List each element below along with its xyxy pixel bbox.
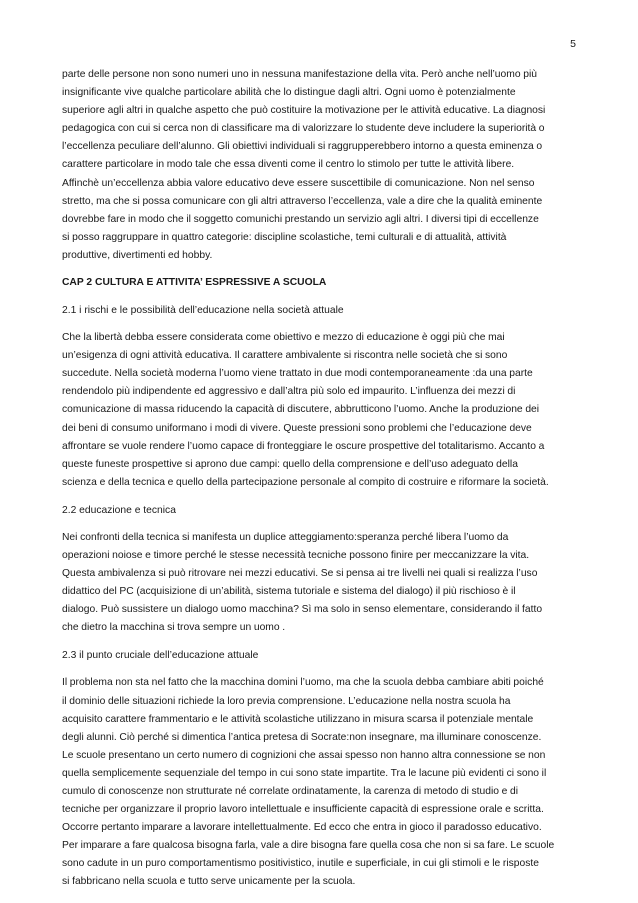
section-2-1-title: 2.1 i rischi e le possibilità dell’educazione nella società attuale: [62, 305, 344, 317]
section-2-1-paragraph: [62, 329, 578, 492]
text-line: Affinchè un’eccellenza abbia valore educativo deve essere suscettibile di comunicazione. Non nel senso: [62, 177, 535, 189]
text-line: il dominio delle situazioni richiede la loro previa comprensione. L’educazione nella nostra scuola ha: [62, 695, 511, 707]
text-line: sono cadute in un puro comportamentismo positivistico, inutile e superficiale, in cui gli stimoli e le risposte: [62, 858, 539, 870]
text-line: pedagogica con cui si cerca non di classificare ma di valorizzare lo studente deve includere la superiorità o: [62, 123, 545, 135]
text-line: cumulo di conoscenze non strutturate né correlate ordinatamente, la carenza di metodo di studio e di: [62, 786, 519, 797]
text-line: produttive, divertimenti ed hobby.: [62, 249, 213, 261]
text-line: un’esigenza di ogni attività educativa. Il carattere ambivalente si riscontra nelle società che si sono: [62, 350, 508, 362]
section-2-3-title: 2.3 il punto cruciale dell’educazione attuale: [62, 650, 259, 662]
text-line: affrontare se vuole rendere l’uomo capace di fronteggiare le oscure prospettive del totalitarismo. Accanto a: [62, 440, 545, 452]
text-line: Il problema non sta nel fatto che la macchina domini l’uomo, ma che la scuola debba cambiare abiti poiché: [62, 677, 544, 689]
text-line: si posso raggruppare in quattro categorie: discipline scolastiche, temi culturali e di attualità, attività: [62, 231, 507, 243]
text-line: Le scuole presentano un certo numero di cognizioni che assai spesso non hanno altra connessione se non: [62, 749, 546, 761]
section-2-3-paragraph: [62, 674, 578, 891]
text-line: rendendolo più indipendente ed aggressivo e dall’altra più solo ed impaurito. L’influenza dei mezzi di: [62, 386, 516, 398]
text-line: superiore agli altri in qualche aspetto che può costituire la motivazione per le attività educative. La diagnosi: [62, 105, 546, 117]
text-line: insignificante vive qualche particolare abilità che lo distingue dagli altri. Ogni uomo è potenzialmente: [62, 87, 516, 99]
text-line: Per imparare a fare qualcosa bisogna farla, vale a dire bisogna fare quella cosa che non si sa fare. Le scuole: [62, 840, 555, 852]
text-line: parte delle persone non sono numeri uno in nessuna manifestazione della vita. Però anche nell’uomo più: [62, 69, 537, 80]
text-line: che dietro la macchina si trova sempre un uomo .: [62, 622, 286, 634]
page-number: 5: [570, 38, 576, 50]
text-line: didattico del PC (acquisizione di un’abilità, sistema tutoriale e sistema del dialogo) il più rischioso è il: [62, 586, 516, 598]
text-line: operazioni noiose e timore perché le stesse necessità tecniche possono finire per meccanizzare la vita.: [62, 549, 530, 561]
text-line: dialogo. Può sussistere un dialogo uomo macchina? Sì ma solo in senso elementare, considerando il fatto: [62, 604, 543, 616]
text-line: Occorre pertanto imparare a lavorare intellettualmente. Ed ecco che entra in gioco il paradosso educativo.: [62, 822, 542, 834]
text-line: dovrebbe fare in modo che il soggetto comunichi prestando un servizio agli altri. I diversi tipi di eccellenze: [62, 213, 539, 225]
chapter-title: CAP 2 CULTURA E ATTIVITA’ ESPRESSIVE A SCUOLA: [62, 277, 327, 289]
text-line: queste funeste prospettive si aprono due campi: quello della comprensione e dell’uso adeguato della: [62, 458, 518, 470]
text-line: succedute. Nella società moderna l’uomo viene trattato in due modi contemporaneamente :da una parte: [62, 368, 533, 380]
text-line: Nei confronti della tecnica si manifesta un duplice atteggiamento:speranza perché libera l’uomo da: [62, 531, 509, 543]
section-2-2-paragraph: [62, 529, 578, 638]
text-line: degli alunni. Ciò perché si dimentica l’antica pretesa di Socrate:non insegnare, ma illuminare conoscenze.: [62, 731, 542, 743]
text-line: si fabbricano nella scuola e tutto serve unicamente per la scuola.: [62, 876, 356, 888]
text-line: comunicazione di massa riducendo la capacità di discutere, abbrutticono l’uomo. Anche la produzione dei: [62, 404, 540, 416]
page-content: [62, 66, 578, 892]
text-line: l’eccellenza peculiare dell’alunno. Gli obiettivi individuali si raggrupperebbero intorno a questa eminenza o: [62, 141, 543, 153]
text-line: dei beni di consumo uniformano i modi di vivere. Queste pressioni sono problemi che l’educazione deve: [62, 422, 532, 434]
text-line: Che la libertà debba essere considerata come obiettivo e mezzo di educazione è oggi più che mai: [62, 332, 505, 344]
text-line: carattere particolare in modo tale che essa diventi come il centro lo stimolo per tutte le attività libere.: [62, 159, 515, 171]
text-line: Questa ambivalenza si può ritrovare nei mezzi educativi. Se si pensa ai tre livelli nei quali si realizza l’uso: [62, 568, 538, 580]
text-line: tecniche per organizzare il proprio lavoro intellettuale e insufficiente capacità di espressione orale e scritta.: [62, 804, 544, 816]
intro-paragraph: [62, 66, 578, 265]
text-line: acquisito carattere frammentario e le attività scolastiche utilizzano in misura scarsa il potenziale mentale: [62, 713, 534, 725]
text-line: quella semplicemente sequenziale del tempo in cui sono state impartite. Tra le lacune più evidenti ci sono il: [62, 767, 547, 779]
text-line: stretto, ma che si possa comunicare con gli altri attraverso l’eccellenza, vale a dire che la qualità eminente: [62, 195, 543, 207]
section-2-2-title: 2.2 educazione e tecnica: [62, 504, 176, 516]
text-line: scienza e della tecnica e quello della partecipazione personale al compito di costruire e riformare la società.: [62, 476, 549, 488]
